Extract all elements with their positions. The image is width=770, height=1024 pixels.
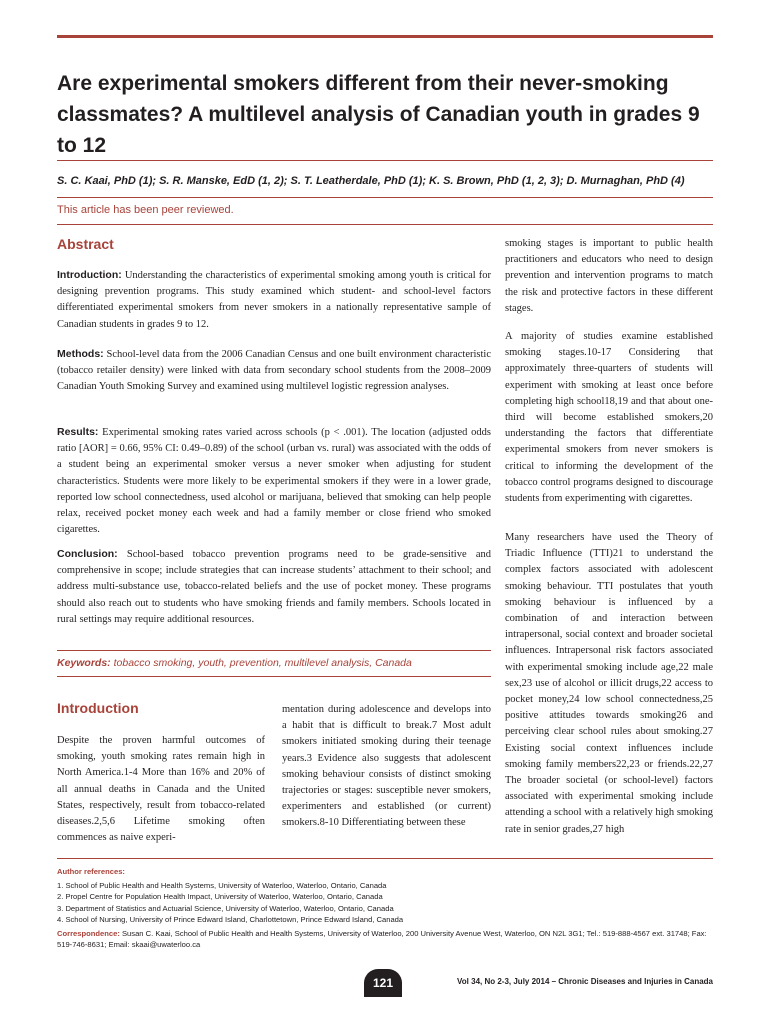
keywords-label: Keywords: [57,657,111,669]
references-rule [57,858,713,859]
abstract-conclusion-text: School-based tobacco prevention programs need to be grade-sensitive and comprehensive in scope; include strategies that can increase students’ attachment to their school; and address multi-substance use, tobacco-related beliefs and the use of pocket money. These programs should also reach out to students who have smoking friends and family members. Schools located in rural settings may require additional resources. [57,549,491,625]
right-column-paragraph-2: A majority of studies examine established smoking stages.10-17 Considering that approximately three-quarters of students will experiment with smoking at least once before completing high school18,19 and that about one-third will become established smokers,20 understanding the factors that differentiate experimental smokers from never smokers is critical to informing the development of the tobacco control programs designed to discourage students from experimenting with cigarettes. [505,331,713,505]
introduction-heading: Introduction [57,700,139,716]
correspondence-text: Susan C. Kaai, School of Public Health and Health Systems, University of Waterloo, 200 University Avenue West, Waterloo, ON N2L 3G1; Tel.: 519-888-4567 ext. 31748; Fax: 519-746-8631; Email: skaai@uwaterloo.ca [57,929,707,950]
right-column-paragraph-3: Many researchers have used the Theory of Triadic Influence (TTI)21 to understand the complex factors associated with adolescent smoking behaviour. TTI postulates that youth smoking behaviour is influenced by a combination of and interaction between intrapersonal, social context and broader societal influences. Intrapersonal risk factors associated with experimental smoking include age,22 male sex,23 use of alcohol or illicit drugs,22 access to pocket money,24 low school connectedness,25 positive attitudes towards smoking26 and perceiving clear school rules about smoking.27 Existing social context influences include smoking family members22,23 or friends.22,27 The broader societal (or school-level) factors associated with experimental smoking include attending a school with a relatively high smoking rate in senior grades,27 high [505,532,713,835]
keywords-bottom-rule [57,676,491,677]
page-number: 121 [364,969,402,997]
keywords-text: tobacco smoking, youth, prevention, multilevel analysis, Canada [110,657,412,669]
correspondence [57,928,717,950]
title-rule [57,160,713,161]
abstract-introduction-label: Introduction: [57,269,122,281]
abstract-methods-text: School-level data from the 2006 Canadian Census and one built environment characteristic (tobacco retailer density) were linked with data from secondary school students from the 2008–2009 Canadian Youth Smoking Survey and examined using multilevel logistic regression analyses. [57,349,491,393]
authors-rule [57,197,713,198]
author-reference-item: 2. Propel Centre for Population Health Impact, University of Waterloo, Waterloo, Ontario, Canada [57,892,383,902]
abstract-introduction-text: Understanding the characteristics of experimental smoking among youth is critical for designing prevention programs. This study examined which student- and school-level factors differentiated experimental smokers from never smokers in a nationally representative sample of Canadian students in grades 9 to 12. [57,270,491,330]
correspondence-label: Correspondence: [57,929,120,939]
peer-rule [57,224,713,225]
author-list: S. C. Kaai, PhD (1); S. R. Manske, EdD (1, 2); S. T. Leatherdale, PhD (1); K. S. Brown, PhD (1, 2, 3); D. Murnaghan, PhD (4) [57,175,685,187]
abstract-heading: Abstract [57,236,114,252]
author-reference-item: 1. School of Public Health and Health Systems, University of Waterloo, Waterloo, Ontario, Canada [57,881,387,891]
introduction-paragraph-1: Despite the proven harmful outcomes of smoking, youth smoking rates remain high in North America.1-4 More than 16% and 20% of all annual deaths in Canada and the United States, respectively, result from tobacco-related diseases.2,5,6 Lifetime smoking often commences as naive experi- [57,735,265,844]
journal-citation: Vol 34, No 2-3, July 2014 – Chronic Diseases and Injuries in Canada [457,977,713,986]
abstract-conclusion [57,546,491,628]
author-references [57,866,717,950]
abstract-results-text: Experimental smoking rates varied across schools (p < .001). The location (adjusted odds ratio [AOR] = 0.66, 95% CI: 0.49–0.89) of the school (urban vs. rural) was associated with the odds of a student being an experimental smoker versus a never smoker when adjusting for student characteristics. Students were more likely to be experimental smokers if they were in a lower grade, reported low school connectedness, used alcohol or marijuana, believed that smoking can help people relax, received pocket money each week and had a family member or close friend who smoked cigarettes. [57,427,491,536]
author-reference-item: 3. Department of Statistics and Actuarial Science, University of Waterloo, Waterloo, Ontario, Canada [57,903,394,913]
author-references-heading: Author references: [57,867,125,876]
abstract-introduction [57,267,491,333]
abstract-methods-label: Methods: [57,348,104,360]
right-column-paragraph-1: smoking stages is important to public health practitioners and educators who need to design prevention and intervention programs to match the risk and protective factors in these different stages. [505,238,713,314]
abstract-conclusion-label: Conclusion: [57,548,118,560]
author-reference-item: 4. School of Nursing, University of Prince Edward Island, Charlottetown, Prince Edward Island, Canada [57,914,404,924]
top-rule [57,35,713,38]
introduction-paragraph-2: mentation during adolescence and develops into a habit that is difficult to break.7 Most adult smokers initiated smoking during their teenage years.3 Evidence also suggests that adolescent smoking behaviour consists of distinct smoking trajectories or stages: susceptible never smokers, experimenters and established (or current) smokers.8-10 Differentiating between these [282,704,491,829]
abstract-methods [57,346,491,396]
peer-review-note: This article has been peer reviewed. [57,204,234,216]
article-title: Are experimental smokers different from their never-smoking classmates? A multilevel analysis of Canadian youth in grades 9 to 12 [57,72,700,157]
abstract-results [57,424,491,538]
keywords-top-rule [57,650,491,651]
abstract-results-label: Results: [57,426,99,438]
keywords [57,657,491,669]
